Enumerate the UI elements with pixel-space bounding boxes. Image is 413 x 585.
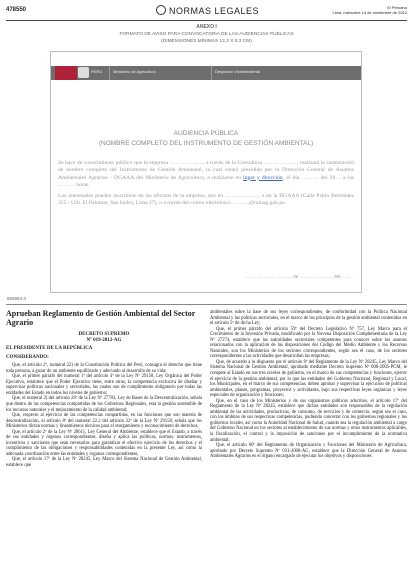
body-paragraph: Que, el artículo 2º, numeral 22) de la Constitución Política del Perú, consagra el derecho que tiene toda persona, a gozar de un ambiente equilibrado y adecuado al desarrollo de su vida; [6,363,202,374]
announcement-form [50,51,362,293]
aviso-subtitle: (NOMBRE COMPLETO DEL INSTRUMENTO DE GESTIÓN AMBIENTAL) [98,140,314,147]
bar-separator [211,66,212,80]
page-header [6,5,407,19]
issuer: EL PRESIDENTE DE LA REPÚBLICA [6,346,93,352]
annex-dimensions: (DIMENSIONES MÍNIMAS 12.2 X 8.3 CM) [161,39,252,44]
body-paragraph: Que, el artículo 2º de la Ley Nº 28611, Ley General del Ambiente, establece que el Estado, a través de sus entidades y órganos correspondientes, diseña y aplica las políticas, normas, instrumentos, incentivos y sanciones que sean necesarios para garantizar el efectivo ejercicio de los derechos y el cumplimiento de las obligaciones y responsabilidades contenidas en la presente Ley, así como la adecuada coordinación entre las entidades y órganos correspondientes; [6,429,202,457]
body-paragraph: Que, el artículo 60º del Reglamento de Organización y Funciones del Ministerio de Agricultura, aprobado por Decreto Supremo Nº 031-2008-AG, establece que la Dirección General de Asuntos Ambientales Agrarios es el órgano encargado de ejecutar los objetivos y disposiciones [210,443,407,460]
newspaper-name: El Peruano [387,5,407,10]
decree-type: DECRETO SUPREMO [78,332,130,337]
publication-brand [156,5,259,16]
body-paragraph: Que, de acuerdo a lo dispuesto por el artículo 8º del Reglamento de la Ley Nº 28245, Ley Marco del Sistema Nacional de Gestión Ambiental, aprobado mediante Decreto Supremo Nº 008-2005-PCM, le compete al Estado en sus tres niveles de gobierno, en el marco de sus competencias y funciones, ejercer el ejercicio de la gestión ambiental, por lo que las entidades del Gobierno Nacional, Regional y Local, los Municipales, en el marco de sus competencias, deben aprobar y supervisar la ejecución de políticas ambientales, planes, programas, proyectos y actividades, bajo sus respectivas leyes orgánicas y leyes especiales de organización y funciones; [210,359,407,399]
aviso-paragraph: Los interesados pueden inscribirse en las oficinas de la empresa, sito en ………………, o en la DGAAA (Calle Pablo Bermúdez 355 - Urb. El Palomar, San Isidro, Lima 27), o a través del correo electrónico ………@minag.gob.pe. [58,193,354,207]
institution-bar [51,66,361,80]
considerando-heading: CONSIDERANDO: [6,354,49,360]
annex-title: ANEXO I [196,24,217,30]
body-paragraph: Que, respecto al ejercicio de las competencias compartidas, en las funciones que son materia de descentralización, el artículo 8º del numeral 22.2 del artículo 22º de la Ley Nº 29158, señala que los Ministerios dictan normas y lineamientos técnicos para el otorgamiento y reconocimiento de derechos; [6,413,202,430]
brand-logo-icon [156,5,166,15]
annex-subtitle: FORMATO DE AVISO PARA CONVOCATORIA DE LAS AUDIENCIAS PÚBLICAS [119,32,294,37]
location-placeholder: lugar y dirección [243,174,283,181]
peru-flag-block [55,66,77,80]
header-rule [6,20,407,21]
publication-date: Lima, miércoles 14 de noviembre de 2012 [332,10,407,15]
section-rule [6,304,407,305]
body-paragraph: Que, el artículo 17º de la Ley Nº 28245, Ley Marco del Sistema Nacional de Gestión Ambiental, establece que [6,457,202,469]
aviso-paragraph: Se hace de conocimiento público que la empresa ………………, a través de la Consultora ………………, realizará la sustentación de nombre completo del Instrumento de Gestión Ambiental, la cual estará presidida por la Dirección General de Asuntos Ambientales Agrarios - DGAAA del Ministerio de Agricultura, a realizarse en lugar y dirección, el día ……… del 20… a las ……… horas. [58,160,354,188]
aviso-title: AUDIENCIA PÚBLICA [173,130,239,137]
body-paragraph: Que, el primer párrafo del numeral 1º del artículo 4º de la Ley Nº 29158, Ley Orgánica del Poder Ejecutivo, establece que el Poder Ejecutivo tiene, entre otras, la competencia exclusiva de diseñar y supervisar políticas nacionales y sectoriales, las cuales son de cumplimiento obligatorio por todas las entidades del Estado en todos los niveles de gobierno; [6,374,202,396]
body-paragraph: ambientales sobre la base de sus leyes correspondientes, de conformidad con la Política Nacional Ambiental y las políticas sectoriales, en el marco de los principios de la gestión ambiental contenidos en el artículo 5º de dicha Ley; [210,310,407,327]
bar-office: Despacho Viceministerial [215,69,260,74]
decree-number: Nº 019-2012-AG [86,337,122,343]
bar-ministry: Ministerio de Agricultura [113,69,156,74]
header-date-block [333,5,408,15]
right-column [210,310,407,460]
document-code: 855953-3 [7,296,27,301]
page-number: 478550 [6,7,27,13]
body-paragraph: Que, en el caso de los Ministerios y de sus organismos públicos adscritos, el artículo 17º del Reglamento de la Ley Nº 28245, establece que dichas entidades son responsables de la regulación ambiental de las actividades, productivas, de consumo, de servicios y de comercio, según sea el caso, con los ámbitos de sus respectivas competencias, pudiendo concertar con los gobiernos regionales y los gobiernos locales, así como la Autoridad Nacional de Salud, cuando sea la regulación ambiental a cargo del Gobierno Nacional en los sectores al establecimiento de sus normas y otros instrumentos aplicables, la fiscalización, el control y la imposición de sanciones por el incumplimiento de la normativa ambiental; [210,398,407,443]
bar-country: PERÚ [91,69,103,74]
signature-line: ……………, ……… de ……………… del …… [244,274,353,280]
brand-name: NORMAS LEGALES [169,6,260,16]
bar-separator [109,66,110,80]
body-paragraph: Que, el numeral 2) del artículo 26º de la Ley Nº 27783, Ley de Bases de la Descentralización, señala que dentro de las competencias compartidas de los Gobiernos Regionales, está la gestión sostenible de los recursos naturales y el mejoramiento de la calidad ambiental; [6,396,202,413]
left-column [6,310,202,469]
aviso-body [58,160,354,212]
aviso-heading [51,129,361,149]
coat-of-arms-icon [78,67,89,78]
body-paragraph: Que, el primer párrafo del artículo 59º del Decreto Legislativo Nº 757, Ley Marco para el Crecimiento de la Inversión Privada, modificado por la Novena Disposición Complementaria de la Ley Nº 27274, establece que las autoridades sectoriales competentes para conocer sobre los asuntos relacionados con la aplicación de las disposiciones del Código del Medio Ambiente y los Recursos Naturales, son los Ministerios de los sectores correspondientes, según sea el caso, de los sectores correspondientes a las actividades que desarrollan las empresas; [210,326,407,360]
decree-title: Aprueban Reglamento de Gestión Ambiental del Sector Agrario [6,309,196,327]
